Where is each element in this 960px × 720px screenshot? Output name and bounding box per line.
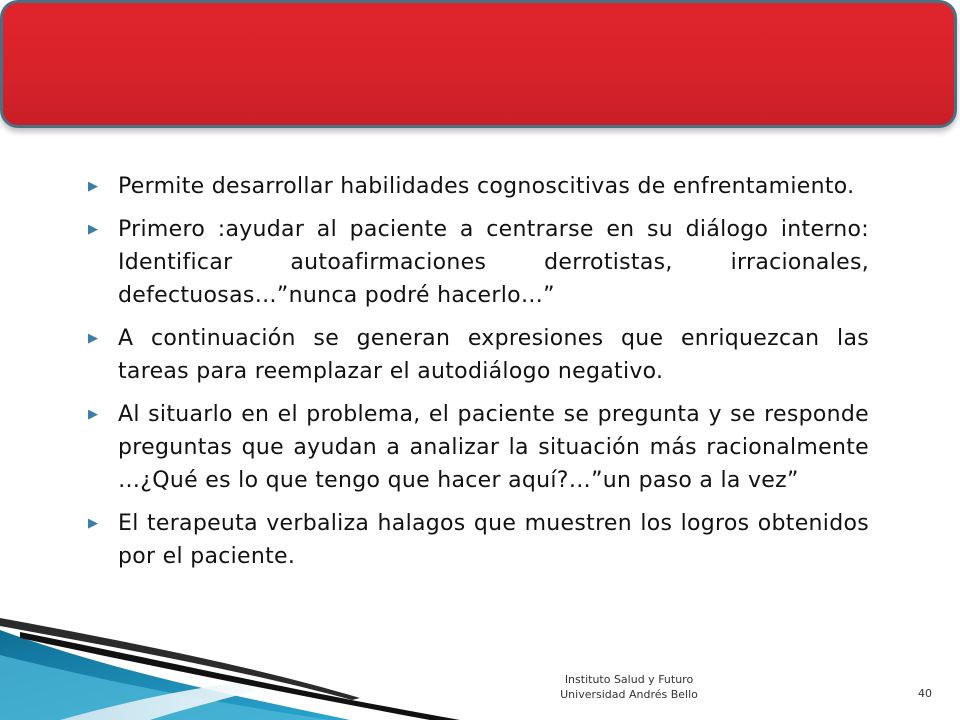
triangle-bullet-icon: ▶ (88, 222, 98, 237)
footer-institution (540, 672, 718, 702)
bullet-item (84, 322, 869, 388)
bullet-text: Primero :ayudar al paciente a centrarse en su diálogo interno: Identificar autoafirmaciones derrotistas, irracionales, defectuosas…”nunca podré hacerlo…” (118, 217, 869, 308)
bullet-text: A continuación se generan expresiones que enriquezcan las tareas para reemplazar el autodiálogo negativo. (118, 326, 869, 384)
page-number: 40 (918, 687, 932, 700)
triangle-bullet-icon: ▶ (88, 179, 98, 194)
bullet-item (84, 398, 869, 497)
bullet-list (84, 170, 869, 583)
title-bar (0, 0, 957, 128)
bullet-item (84, 213, 869, 312)
corner-wave-decoration (0, 560, 460, 720)
footer-line1: Instituto Salud y Futuro (564, 673, 694, 686)
triangle-bullet-icon: ▶ (88, 331, 98, 346)
bullet-text: El terapeuta verbaliza halagos que muestren los logros obtenidos por el paciente. (118, 511, 869, 569)
bullet-text: Permite desarrollar habilidades cognoscitivas de enfrentamiento. (118, 174, 855, 199)
footer-line2: Universidad Andrés Bello (560, 688, 698, 701)
bullet-item (84, 170, 869, 203)
triangle-bullet-icon: ▶ (88, 516, 98, 531)
bullet-text: Al situarlo en el problema, el paciente se pregunta y se responde preguntas que ayudan a analizar la situación más racionalmente …¿Qué es lo que tengo que hacer aquí?…”un paso a la vez” (118, 402, 869, 493)
triangle-bullet-icon: ▶ (88, 407, 98, 422)
